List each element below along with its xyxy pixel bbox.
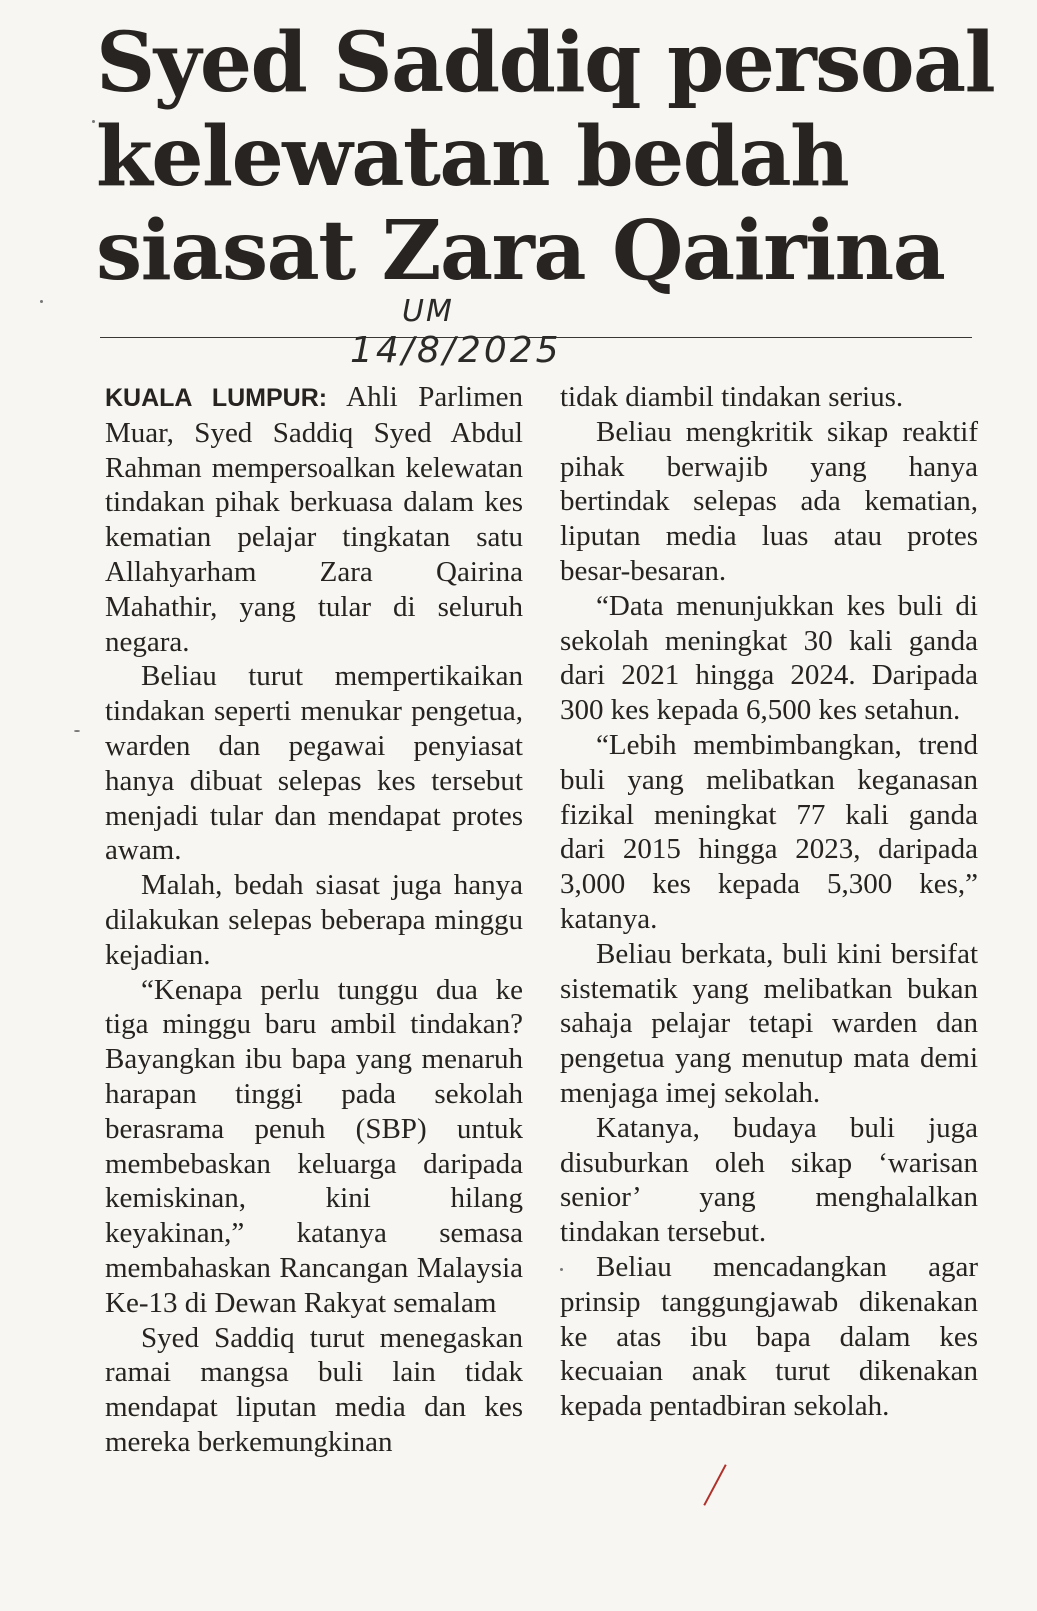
article-paragraph: “Data menunjukkan kes buli di sekolah meningkat 30 kali ganda dari 2021 hingga 2024. Daripada 300 kes kepada 6,500 kes setahun.	[560, 589, 978, 727]
article-paragraph: Beliau mengkritik sikap reaktif pihak berwajib yang hanya bertindak selepas ada kematian, liputan media luas atau protes besar-besaran.	[560, 415, 978, 587]
scan-speck	[40, 300, 43, 303]
headline-line-3: siasat Zara Qairina	[96, 203, 945, 299]
article-paragraph: Beliau berkata, buli kini bersifat sistematik yang melibatkan bukan sahaja pelajar tetapi warden dan pengetua yang menutup mata demi menjaga imej sekolah.	[560, 937, 978, 1109]
scan-speck	[92, 120, 95, 123]
handwritten-date: 14/8/2025	[350, 330, 562, 371]
article-paragraph: tidak diambil tindakan serius.	[560, 381, 904, 413]
headline	[96, 15, 995, 299]
article-paragraph	[105, 380, 523, 659]
pen-mark	[703, 1464, 726, 1506]
headline-line-2: kelewatan bedah	[96, 109, 849, 205]
article-paragraph: Syed Saddiq turut menegaskan ramai mangsa buli lain tidak mendapat liputan media dan kes mereka berkemungkinan	[105, 1321, 523, 1458]
scan-speck	[74, 730, 80, 732]
article-paragraph: Malah, bedah siasat juga hanya dilakukan selepas beberapa minggu kejadian.	[105, 869, 523, 971]
scan-speck	[560, 1268, 563, 1271]
article-paragraph: Beliau mencadangkan agar prinsip tanggungjawab dikenakan ke atas ibu bapa dalam kes kecuaian anak turut dikenakan kepada pentadbiran sekolah.	[560, 1250, 978, 1423]
dateline: KUALA LUMPUR:	[105, 384, 328, 412]
article-paragraph: “Kenapa perlu tunggu dua ke tiga minggu baru ambil tindakan? Bayangkan ibu bapa yang menaruh harapan tinggi pada sekolah berasrama penuh (SBP) untuk membebaskan keluarga daripada kemiskinan, kini hilang keyakinan,” katanya semasa membahaskan Rancangan Malaysia Ke-13 di Dewan Rakyat semalam	[105, 973, 523, 1319]
article-paragraph: “Lebih membimbangkan, trend buli yang melibatkan keganasan fizikal meningkat 77 kali ganda dari 2015 hingga 2023, daripada 3,000 kes kepada 5,300 kes,” katanya.	[560, 728, 978, 935]
article-column-left	[105, 380, 523, 1460]
lead-text: Ahli Parlimen Muar, Syed Saddiq Syed Abdul Rahman mempersoalkan kelewatan tindakan pihak berkuasa dalam kes kematian pelajar tingkatan satu Allahyarham Zara Qairina Mahathir, yang tular di seluruh negara.	[105, 381, 524, 658]
article-paragraph: Beliau turut mempertikaikan tindakan seperti menukar pengetua, warden dan pegawai penyiasat hanya dibuat selepas kes tersebut menjadi tular dan mendapat protes awam.	[105, 660, 523, 867]
headline-line-1: Syed Saddiq persoal	[96, 15, 995, 111]
article-paragraph: Katanya, budaya buli juga disuburkan oleh sikap ‘warisan senior’ yang menghalalkan tindakan tersebut.	[560, 1111, 978, 1249]
article-column-right	[560, 380, 978, 1424]
handwritten-publication: UM	[402, 294, 454, 329]
